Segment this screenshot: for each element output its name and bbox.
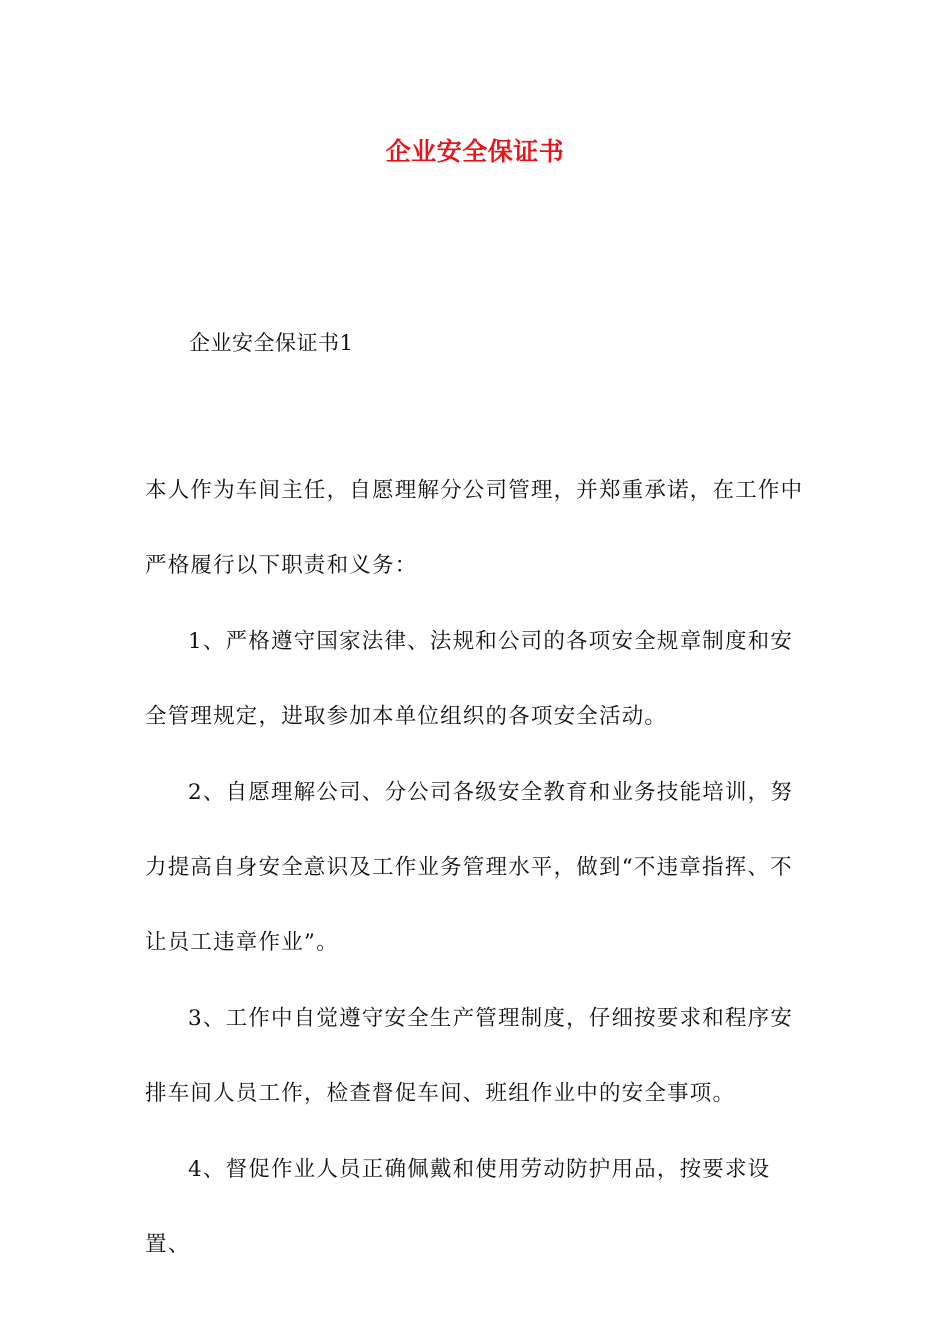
section-heading: 企业安全保证书1 xyxy=(189,331,354,355)
document-title: 企业安全保证书 xyxy=(385,137,565,166)
paragraph-item-3: 3、工作中自觉遵守安全生产管理制度，仔细按要求和程序安排车间人员工作，检查督促车间、班组作业中的安全事项。 xyxy=(145,1006,794,1106)
paragraph-item-4: 4、督促作业人员正确佩戴和使用劳动防护用品，按要求设置、 xyxy=(145,1157,771,1257)
paragraph-item-2: 2、自愿理解公司、分公司各级安全教育和业务技能培训，努力提高自身安全意识及工作业务管理水平，做到“不违章指挥、不让员工违章作业”。 xyxy=(145,780,794,955)
paragraph-item-1: 1、严格遵守国家法律、法规和公司的各项安全规章制度和安全管理规定，进取参加本单位组织的各项安全活动。 xyxy=(145,629,794,729)
paragraph-intro: 本人作为车间主任，自愿理解分公司管理，并郑重承诺，在工作中严格履行以下职责和义务： xyxy=(145,478,804,578)
